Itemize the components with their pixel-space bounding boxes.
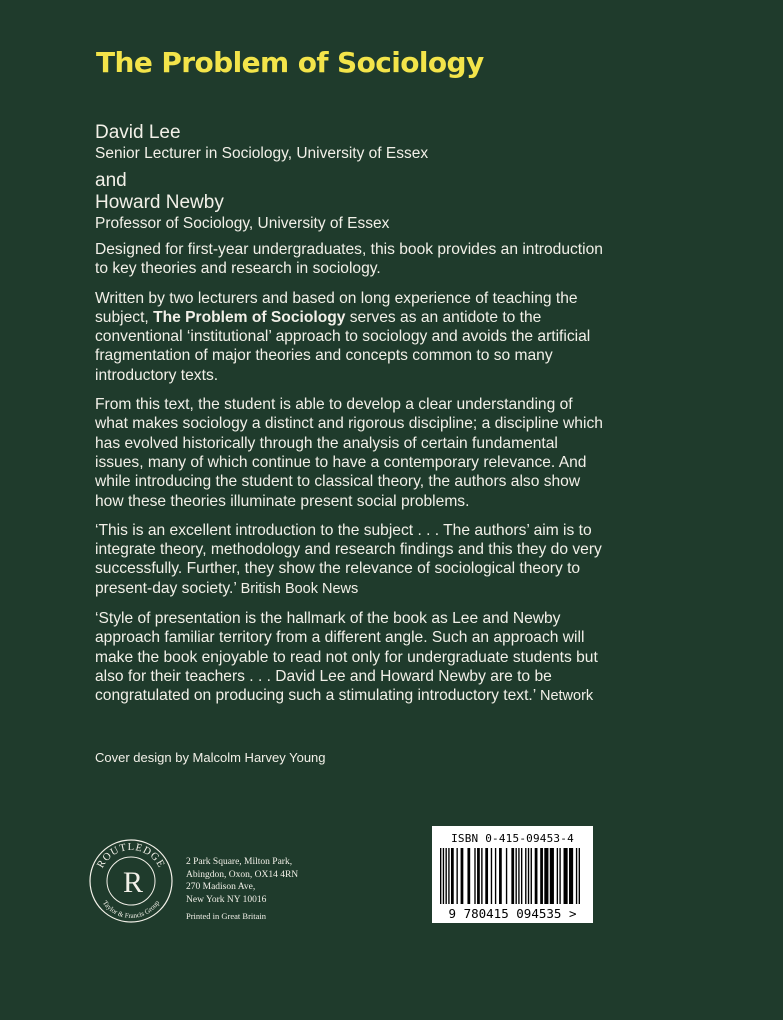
review-2-source: Network [539,688,594,705]
author-affiliation-1: Senior Lecturer in Sociology, University of Essex [95,145,429,162]
review-1-source: British Book News [240,580,359,597]
barcode-bar [511,848,514,904]
barcode-bar [481,848,482,904]
description-paragraph-3: From this text, the student is able to develop a clear understanding of what makes sociology a distinct and rigorous discipline; a discipline which has evolved historically through the analysis of certain fundamental issues, many of which continue to have a contemporary relevance. And while introducing the student to classical theory, the authors also show how these theories illuminate present social problems. [95,396,603,510]
barcode-bar [495,848,496,904]
isbn-label: ISBN 0-415-09453-4 [451,832,574,845]
author-affiliation-2: Professor of Sociology, University of Essex [95,215,390,232]
address-line-2: Abingdon, Oxon, OX14 4RN [186,869,299,880]
address-line-3: 270 Madison Ave, [186,882,256,892]
barcode-bar [485,848,488,904]
barcode-bar [451,848,454,904]
description-p2-start: Written by two lecturers and based on long experience of teaching the subject, [95,289,578,326]
cover-design-credit: Cover design by Malcolm Harvey Young [95,750,326,765]
author-name-1: David Lee [95,122,181,143]
blurb [95,240,605,717]
barcode-bar [506,848,507,904]
barcode-bar [544,848,548,904]
description-paragraph-2 [95,289,605,385]
logo-subtext: Taylor & Francis Group [100,899,162,921]
isbn-barcode [432,826,593,923]
book-title: The Problem of Sociology [96,46,484,79]
barcode-bar [499,848,502,904]
barcode-bar [579,848,580,904]
description-book-title: The Problem of Sociology [153,308,346,326]
barcode-bar [461,848,464,904]
barcode-bar [467,848,470,904]
barcode-bar [525,848,526,904]
barcode-bar [535,848,538,904]
barcode-bar [540,848,543,904]
printed-in: Printed in Great Britain [186,911,267,921]
barcode-bar [569,848,573,904]
barcode-bar [456,848,457,904]
logo-letter: R [122,866,144,899]
address-line-4: New York NY 10016 [186,894,267,905]
publisher-address [186,856,298,923]
routledge-logo [88,838,174,924]
barcode-bar [531,848,532,904]
review-quote-1 [95,521,605,599]
barcode-bar [521,848,522,904]
review-quote-2 [95,609,605,706]
authors-block [95,122,428,240]
description-paragraph-1: Designed for first-year undergraduates, this book provides an introduction to key theories and research in sociology. [95,241,603,278]
barcode-bar [518,848,519,904]
author-name-2: Howard Newby [95,192,224,213]
ean-digits: 9 780415 094535 > [448,906,577,921]
barcode-bar [491,848,492,904]
logo-ring-text: ROUTLEDGE [95,841,167,871]
barcode-bar [440,848,441,904]
barcode-bar [559,848,560,904]
review-1-text: ‘This is an excellent introduction to the subject . . . The authors’ aim is to integrate theory, methodology and research findings and this they do very successfully. Further, they show the relevance of sociological theory to present-day society.’ [95,521,602,597]
barcode-bar [445,848,446,904]
description-p2-end: serves as an antidote to the conventional ‘institutional’ approach to sociology and avoids the artificial fragmentation of major theories and concepts common to so many introductory texts. [95,308,591,384]
barcode-bar [448,848,449,904]
barcode-bar [550,848,554,904]
author-connector: and [95,170,127,191]
review-2-text: ‘Style of presentation is the hallmark of the book as Lee and Newby approach familiar territory from a different angle. Such an approach will make the book enjoyable to read not only for undergraduate students but also for their teachers . . . David Lee and Howard Newby are to be congratulated on producing such a stimulating introductory text.’ [95,610,598,705]
barcode-bar [528,848,529,904]
address-line-1: 2 Park Square, Milton Park, [186,857,293,867]
barcode-bar [443,848,444,904]
barcode-bars [438,848,587,906]
barcode-bar [474,848,475,904]
barcode-bar [564,848,568,904]
barcode-bar [515,848,516,904]
barcode-bar [576,848,577,904]
barcode-bar [557,848,558,904]
barcode-bar [477,848,480,904]
